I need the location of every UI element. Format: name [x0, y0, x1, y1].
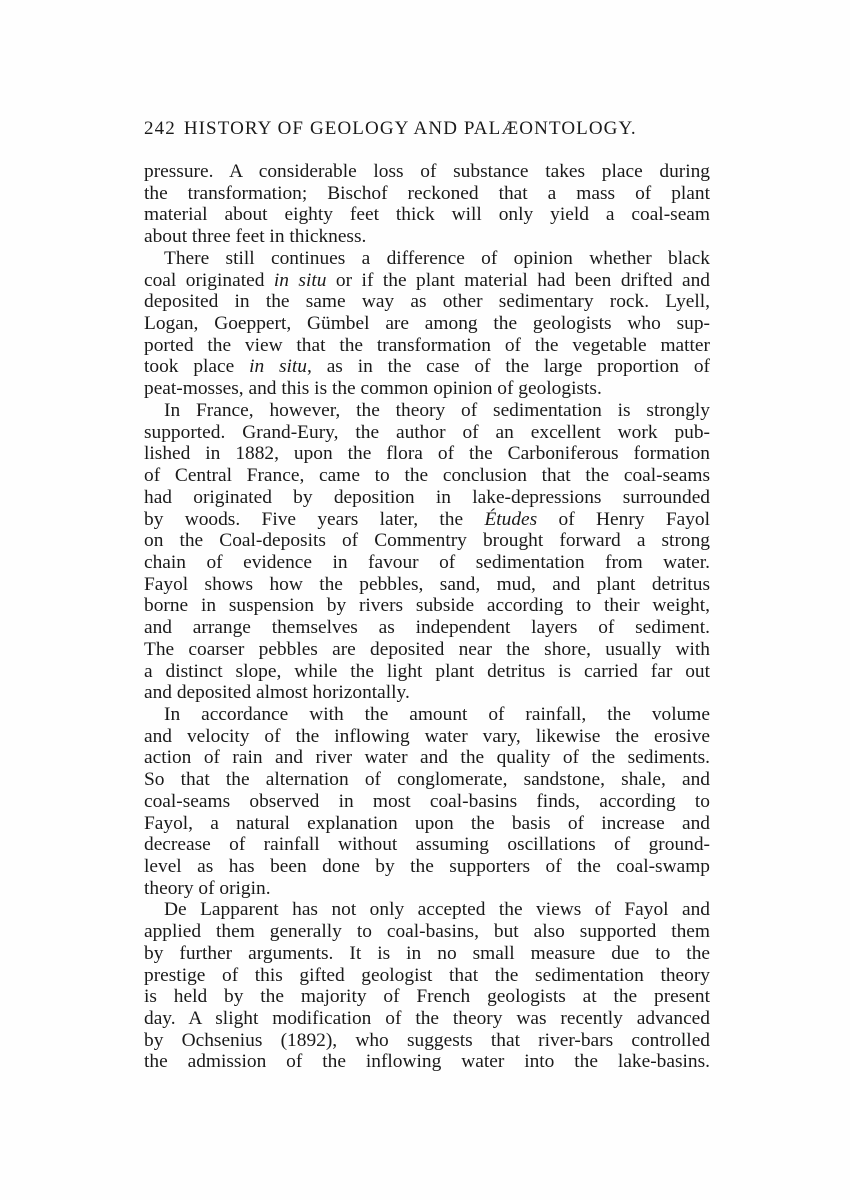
text-line: and velocity of the inflowing water vary, likewise the erosive [144, 725, 710, 747]
text-line: theory of origin. [144, 877, 271, 899]
text-line: ported the view that the transformation of the vegetable matter [144, 334, 710, 356]
page-number: 242 [144, 118, 176, 139]
text-line: and arrange themselves as independent layers of sediment. [144, 617, 710, 639]
text-line: In accordance with the amount of rainfall, the volume [164, 703, 710, 725]
text-line: on the Coal-deposits of Commentry brought forward a strong [144, 530, 710, 552]
text-line: material about eighty feet thick will only yield a coal-seam [144, 204, 710, 226]
text-line: So that the alternation of conglomerate, sandstone, shale, and [144, 769, 710, 791]
text-line: by Ochsenius (1892), who suggests that river-bars controlled [144, 1029, 710, 1051]
text-line: by further arguments. It is in no small measure due to the [144, 942, 710, 964]
paragraph [144, 704, 710, 899]
running-title: HISTORY OF GEOLOGY AND PALÆONTOLOGY. [183, 118, 637, 139]
paragraph [144, 400, 710, 704]
text-line: took place in situ, as in the case of the large proportion of [144, 356, 710, 378]
text-line: applied them generally to coal-basins, but also supported them [144, 921, 710, 943]
text-line: by woods. Five years later, the Études of Henry Fayol [144, 508, 710, 530]
text-line: had originated by deposition in lake-depressions surrounded [144, 486, 710, 508]
text-line: and deposited almost horizontally. [144, 682, 410, 704]
text-line: Fayol, a natural explanation upon the basis of increase and [144, 812, 710, 834]
text-line: of Central France, came to the conclusion that the coal-seams [144, 465, 710, 487]
paragraph [144, 161, 710, 248]
text-line: The coarser pebbles are deposited near the shore, usually with [144, 638, 710, 660]
text-line: lished in 1882, upon the flora of the Carboniferous formation [144, 443, 710, 465]
text-line: pressure. A considerable loss of substance takes place during [144, 161, 710, 182]
text-line: Logan, Goeppert, Gümbel are among the geologists who sup- [144, 313, 710, 335]
text-line: chain of evidence in favour of sedimentation from water. [144, 551, 710, 573]
text-line: borne in suspension by rivers subside according to their weight, [144, 595, 710, 617]
text-line: the transformation; Bischof reckoned that a mass of plant [144, 182, 710, 204]
text-line: deposited in the same way as other sedimentary rock. Lyell, [144, 291, 710, 313]
text-line: peat-mosses, and this is the common opinion of geologists. [144, 378, 602, 400]
text-line: is held by the majority of French geologists at the present [144, 986, 710, 1008]
text-line: decrease of rainfall without assuming oscillations of ground- [144, 834, 710, 856]
text-line: De Lapparent has not only accepted the views of Fayol and [164, 899, 710, 921]
paragraph [144, 899, 710, 1073]
paragraph [144, 248, 710, 400]
text-line: action of rain and river water and the quality of the sediments. [144, 747, 710, 769]
text-line: coal-seams observed in most coal-basins finds, according to [144, 790, 710, 812]
text-line: day. A slight modification of the theory was recently advanced [144, 1008, 710, 1030]
text-line: level as has been done by the supporters of the coal-swamp [144, 856, 710, 877]
text-line: supported. Grand-Eury, the author of an excellent work pub- [144, 421, 710, 443]
text-line: coal originated in situ or if the plant material had been drifted and [144, 269, 710, 291]
text-line: the admission of the inflowing water into the lake-basins. [144, 1051, 710, 1073]
running-head [144, 118, 704, 140]
text-line: a distinct slope, while the light plant detritus is carried far out [144, 660, 710, 682]
text-line: In France, however, the theory of sedimentation is strongly [164, 399, 710, 421]
text-line: Fayol shows how the pebbles, sand, mud, and plant detritus [144, 573, 710, 595]
text-line: about three feet in thickness. [144, 226, 367, 248]
text-line: prestige of this gifted geologist that the sedimentation theory [144, 964, 710, 986]
body-text [144, 161, 710, 1073]
text-line: There still continues a difference of opinion whether black [164, 247, 710, 269]
